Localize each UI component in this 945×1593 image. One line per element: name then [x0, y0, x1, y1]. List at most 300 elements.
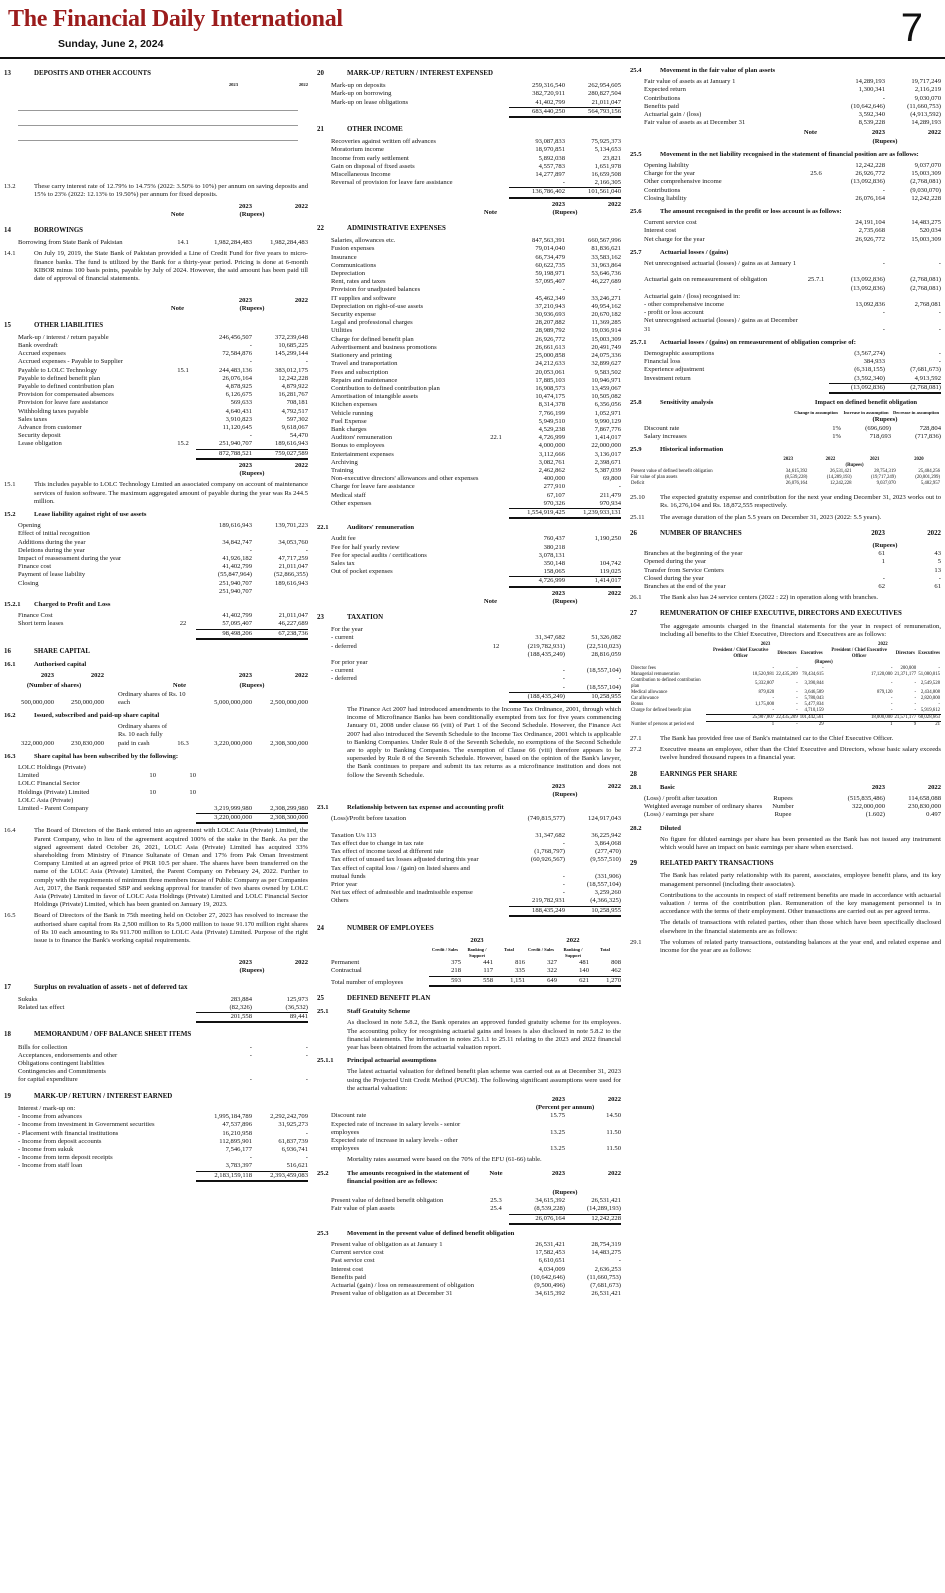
table-row: Bonus to employees 4,000,000 22,000,000	[331, 442, 621, 450]
column-1	[4, 62, 308, 1182]
table-row: Lease obligation 15.2 251,940,707 189,616,943	[18, 440, 308, 448]
sensitivity-headers: Change in assumption Increase in assumption Decrease in assumption	[794, 410, 940, 416]
table-row: - (18,557,104)	[562, 683, 621, 691]
total-row: 872,788,521 759,027,589	[4, 449, 308, 460]
sub-heading: 16.1 Authorised capital	[4, 660, 87, 668]
plan-assets-table	[630, 78, 941, 127]
table-row: Total number of employees 593 558 1,151 649 621 1,270	[331, 976, 621, 986]
table-row: Miscellaneous Income 14,277,897 16,659,508	[331, 171, 621, 179]
year-header: Note 2023 2022	[803, 129, 941, 137]
table-row: Experience adjustment (6,318,155) (7,681,673)	[644, 366, 941, 374]
table-row: Charge for defined benefit plan 26,926,772 15,003,309	[331, 335, 621, 343]
paragraph: 27.1 The Bank has provided free use of Bank's maintained car to the Chief Executive Officer.	[630, 734, 894, 742]
table-row: Contributions - (9,030,070)	[644, 186, 941, 194]
assumptions-table	[317, 1112, 621, 1153]
sub-heading: 15.2.1 Charged to Profit and Loss	[4, 600, 111, 608]
table-row: Stationery and printing 25,000,858 24,075,336	[331, 352, 621, 360]
table-row: Bills for collection - -	[18, 1043, 308, 1051]
sub-heading: 25.4 Movement in the fair value of plan assets	[630, 67, 776, 74]
table-row: Tax effect of income taxed at different rate (1,768,797) (277,470)	[331, 848, 621, 856]
table-row: Contingencies and Commitments	[18, 1068, 106, 1076]
table-row: Net tax effect of admissible and inadmissible expense - 3,259,260	[331, 889, 621, 897]
table-row: Archiving 3,082,761 2,398,671	[331, 458, 621, 466]
rupees-header: Note (Rupees)	[483, 597, 578, 605]
paragraph: The aggregate amounts charged in the financial statements for the year in respect of remuneration, including all benefits to the Chief Executive, Directors and Executives are as follows:	[660, 622, 941, 638]
table-row: Net charge for the year 26,926,772 15,003,309	[644, 235, 941, 243]
table-row: Mark-up on deposits 259,316,540 262,954,605	[331, 82, 621, 90]
total-row: 683,440,250 564,793,156	[317, 107, 621, 118]
table-row: - other comprehensive income 13,092,836 2,768,081	[644, 301, 941, 309]
table-row: For prior year	[331, 659, 368, 666]
section-heading: 29 RELATED PARTY TRANSACTIONS	[630, 860, 774, 868]
net-liability-table	[630, 162, 941, 203]
table-row: Training 2,462,862 5,387,039	[331, 466, 621, 474]
table-row: Expected return 1,300,341 2,116,219	[644, 86, 941, 94]
total-row: 136,786,402 101,561,040	[317, 187, 621, 198]
table-row: (188,435,249) 28,816,059	[527, 650, 621, 658]
table-row: - Placement with financial institutions 16,210,958 -	[18, 1129, 308, 1137]
table-row: Expected rate of increase in salary levels - senior employees 13.25 11.50	[331, 1120, 621, 1136]
paragraph: 16.5 Board of Directors of the Bank in 75th meeting held on October 27, 2023 has resolved to increase the authorised share capital from Rs 2,500 million to Rs 5,000 million to issue 91.170 million right shares of Rs 10 each amounting to Rs 911.700 million to LOLC Asia (Private) Limited. Purpose of the right issue is to finance the Bank's working capital requirements.	[4, 912, 308, 945]
paragraph: 26.1 The Bank also has 24 service centers (2022 : 22) in operation along with branches.	[630, 594, 879, 602]
employees-column-headers: Credit / Sales Banking / Support Total Credit / Sales Banking / Support Total	[431, 947, 611, 959]
paragraph: As disclosed in note 5.8.2, the Bank operates an approved funded gratuity scheme for its employees. The accounting policy for recognising actuarial gains and losses is also disclosed in note 5.8.2 to the financial statements. The information in notes 25.1.1 to 25.11 relating to the 2023 and 2022 financial year has been obtained from the actuarial valuation report.	[347, 1019, 621, 1051]
total-row: 2,183,159,118 2,393,459,083	[4, 1171, 308, 1182]
table-row: Advertisement and business promotions 26,661,613 20,491,749	[331, 343, 621, 351]
table-row: Salaries, allowances etc. 847,563,391 660,567,996	[331, 237, 621, 245]
year-header: 2023 2022	[238, 461, 308, 469]
total-row: 98,498,206 67,238,736	[4, 629, 308, 640]
table-row: Short term leases 22 57,095,407 46,227,689	[18, 620, 308, 628]
table-row: Fuel Expense 5,949,510 9,990,129	[331, 417, 621, 425]
total-row: 25,907,807 22,435,209 101,442,561 18,000,000 21,571,177 68,028,663	[630, 714, 941, 721]
table-row: Contractual 218 117 335 322 140 462	[331, 967, 621, 975]
paragraph: 13.2 These carry interest rate of 12.79% to 14.75% (2022: 3.50% to 10%) per annum on saving deposits and 15% to 23% (2022: 12.13% to 19.50%) per annum for fixed deposits.	[4, 183, 308, 199]
rupees-header: (Rupees)	[552, 791, 578, 799]
sub-heading: 25.1 Staff Gratuity Scheme	[317, 1008, 410, 1016]
section-heading: 19 MARK-UP / RETURN / INTEREST EARNED	[4, 1092, 173, 1100]
table-row: Opened during the year 1 5	[644, 558, 941, 566]
table-row: Charge for defined benefit plan - - 4,710,159 - - 5,919,612	[631, 707, 940, 714]
table-row: 251,940,707	[219, 587, 252, 595]
table-row: Additions during the year 34,842,747 34,053,760	[18, 538, 308, 546]
table-row: LOLC Financial Sector Holdings (Private) Limited 10 10	[18, 780, 196, 796]
table-row: Mark-up on borrowing 382,720,911 280,827,504	[331, 90, 621, 98]
table-row: Present value of defined benefit obligation 25.3 34,615,392 26,531,421	[331, 1197, 621, 1205]
table-row: Payable to defined contribution plan 4,878,925 4,879,922	[18, 383, 308, 391]
paragraph: 15.1 This includes payable to LOLC Technology Limited an associated company on account of maintenance services of fusion software. The maximum aggregated amount of payable during the year was Rs 244.5 million.	[4, 481, 308, 505]
table-row: Fees and subscription 20,053,061 9,583,502	[331, 368, 621, 376]
sub-heading: 25.7 Actuarial losses / (gains)	[630, 248, 729, 256]
borrowings-year-header: 2023 2022	[238, 202, 308, 210]
profit-loss-charge-table	[4, 612, 308, 628]
table-row: Branches at the beginning of the year 61 43	[644, 550, 941, 558]
total-row: 26,076,164 12,242,228	[317, 1214, 621, 1225]
table-row: Fair value of plan assets 25.4 (8,539,228) (14,289,193)	[331, 1205, 621, 1213]
remuneration-table: 2023 2022 President / Chief Executive Officer Directors Executives President / Chief Executive Officer Directors Executives (Rupees) Director fees - - - - 200,000 - Managerial remuneration 18,520,981 22,435,209 78,434,615 17,120,000 21,371,177 51,080,015 Contribution to defined contribution plan 5,332,807 - 3,390,844 - - 2,549,528 Medical allowance 879,020 - 3,646,589 879,120 - 2,434,808 Car allowance - - 5,780,043 - - 2,820,000 Bonus 1,175,000 - 5,477,834 - - - Charge for defined benefit plan - - 4,710,159 - - 5,919,612 25,907,807 22,435,209 101,442,561 18,000,000 21,571,177 68,028,663 Number of persons at period end 1 - 29 1 9 21	[631, 641, 940, 727]
table-row: Car allowance - - 5,780,043 - - 2,820,000	[631, 695, 940, 701]
table-row: Obligations contingent liabilities	[18, 1060, 105, 1068]
eps-table	[630, 795, 941, 820]
table-row: Communications 60,622,735 31,963,864	[331, 261, 621, 269]
table-row: Opening liability 12,242,228 9,037,070	[644, 162, 941, 170]
table-row: Investment return (3,592,340) 4,913,592	[644, 374, 941, 382]
table-row: Deletions during the year - -	[18, 546, 308, 554]
table-row: Auditors' remuneration 22.1 4,726,999 1,414,017	[331, 434, 621, 442]
table-row: Past service cost 6,610,651 -	[331, 1257, 621, 1265]
table-row: - Income from investment in Government securities 47,537,896 31,925,273	[18, 1121, 308, 1129]
table-row: Reversal of provision for leave fare assistance - 2,166,305	[331, 179, 621, 187]
table-row: Income from early settlement 5,892,038 23,821	[331, 154, 621, 162]
table-row: Interest cost 4,034,009 2,636,253	[331, 1265, 621, 1273]
table-row: Tax effect of capital loss / (gain) on listed shares and mutual funds - (331,906)	[331, 864, 621, 880]
table-row: LOLC Holdings (Private) Limited 10 10	[18, 763, 196, 780]
paragraph: 14.1 On July 19, 2019, the State Bank of Pakistan provided a Line of Credit Fund for five years to micro-finance banks. The fund is utilized by the Bank for a thirty-year period. Pricing is done at 6-month KIBOR minus 100 basis points, payable by July of 2024. However, the said amount has been paid till date of approval of financial statements.	[4, 250, 308, 283]
table-row: Fair value of plan assets (8,539,228) (14,289,193) (19,717,249) (20,001,299)	[631, 475, 940, 481]
table-row: Medical staff 67,107 211,479	[331, 491, 621, 499]
table-row: Vehicle running 7,766,199 1,052,971	[331, 409, 621, 417]
masthead	[0, 0, 945, 56]
table-row: Contributions - 9,030,070	[644, 94, 941, 102]
table-row: Others 219,782,931 (4,366,325)	[331, 897, 621, 905]
table-row: Demographic assumptions (3,567,274) -	[644, 350, 941, 358]
table-row: Bonus 1,175,000 - 5,477,834 - - -	[631, 701, 940, 707]
table-row: Closing liability 26,076,164 12,242,228	[644, 194, 941, 202]
auditors-remuneration-table	[317, 535, 621, 576]
table-row: - deferred - -	[331, 675, 621, 683]
table-row: Benefits paid (10,642,646) (11,660,753)	[331, 1273, 621, 1281]
table-row: Actuarial gain / (loss) recognised in:	[644, 292, 741, 300]
sub-heading: 22.1 Auditors' remuneration	[317, 524, 415, 532]
table-row: Provision for compensated absences 6,126,675 16,281,767	[18, 391, 308, 399]
year-header: 2023 2022	[551, 200, 621, 208]
lease-liability-table	[4, 522, 308, 588]
table-row: Payment of lease liability (55,847,964) (52,866,355)	[18, 571, 308, 579]
table-row: - current - (18,557,104)	[331, 667, 621, 675]
table-row: Rent, rates and taxes 57,095,407 46,227,689	[331, 278, 621, 286]
table-row: Moratorium income 18,970,851 5,134,653	[331, 146, 621, 154]
branches-table	[630, 550, 941, 591]
table-row: Fair value of assets as at December 31 8,539,228 14,289,193	[644, 119, 941, 127]
table-row: Audit fee 760,437 1,190,250	[331, 535, 621, 543]
rupees-header: Note (Rupees)	[170, 305, 265, 313]
table-row: Financial loss 384,933 -	[644, 358, 941, 366]
table-row: Repairs and maintenance 17,885,103 10,946,971	[331, 376, 621, 384]
sub-heading: 25.7.1 Actuarial losses / (gains) on remeasurement of obligation comprise of:	[630, 338, 856, 346]
table-row: Out of pocket expenses 158,065 119,025	[331, 568, 621, 576]
masthead-title: The Financial Daily International	[8, 6, 343, 32]
table-row: Security deposit - 54,470	[18, 432, 308, 440]
section-heading: 21 OTHER INCOME	[317, 126, 403, 134]
table-row: Acceptances, endorsements and other - -	[18, 1051, 308, 1059]
sensitivity-table	[630, 425, 941, 441]
actuarial-losses-table	[630, 260, 941, 334]
table-row: Fee for half yearly review 380,218	[331, 543, 565, 551]
table-row: (Loss) / profit after taxation Rupees (515,835,486) 114,658,088	[644, 794, 941, 802]
table-row: Provision for unadjusted balances - -	[331, 286, 621, 294]
table-row: - Income from advances 1,995,184,789 2,292,242,709	[18, 1113, 308, 1121]
table-row: Fusion expenses 79,014,040 81,836,621	[331, 245, 621, 253]
rupees-header: (Rupees)	[872, 541, 898, 549]
table-row: Kitchen expenses 8,314,378 6,356,056	[331, 401, 621, 409]
table-row: Bank charges 4,529,238 7,867,776	[331, 425, 621, 433]
total-row: 3,220,000,000 2,308,300,000	[4, 813, 308, 824]
sub-heading: 25.6 The amount recognised in the profit or loss account is as follows:	[630, 208, 842, 216]
paragraph: The latest actuarial valuation for defined benefit plan scheme was carried out as at December 31, 2023 using the Projected Unit Credit Method (PUCM). The following significant assumptions were used for the actuarial valuation:	[347, 1068, 621, 1092]
percent-header: (Percent per annum)	[535, 1104, 595, 1112]
table-row: Payable to defined benefit plan 26,076,164 12,242,228	[18, 374, 308, 382]
sub-heading: 25.1.1 Principal actuarial assumptions	[317, 1057, 437, 1065]
table-row: Salary increases 1% 718,693 (717,836)	[644, 432, 941, 440]
table-row: Present value of defined benefit obligation 34,615,392 26,531,421 28,754,319 25,484,256	[631, 469, 940, 475]
table-row: Contribution to defined contribution plan 16,908,573 13,459,067	[331, 384, 621, 392]
rupees-header: Note (Rupees)	[483, 208, 578, 216]
table-row: Utilities 28,989,792 19,036,914	[331, 327, 621, 335]
table-row: Branches at the end of the year 62 61	[644, 582, 941, 590]
page-number: 7	[900, 6, 923, 50]
table-row: Finance cost 41,402,799 21,011,047	[18, 563, 308, 571]
profit-loss-amount-table	[630, 219, 941, 244]
rupees-header: (Rupees)	[239, 967, 265, 975]
paragraph: No figure for diluted earnings per share has been presented as the Bank has not issued any instrument which would have an impact on basic earnings per share when exercised.	[660, 835, 941, 851]
deposits-table-faint	[4, 110, 308, 180]
table-row: Legal and professional charges 28,207,882 11,369,285	[331, 319, 621, 327]
table-row: Present value of obligation as at December 31 34,615,392 26,531,421	[331, 1290, 621, 1298]
table-row: Other comprehensive income (13,092,836) (2,768,081)	[644, 178, 941, 186]
table-row: Discount rate 15.75 14.50	[331, 1112, 621, 1120]
interest-earned-table	[4, 1105, 308, 1171]
sub-heading: 25.5 Movement in the net liability recognised in the statement of financial position are as follows:	[630, 150, 919, 158]
tax-reconciliation-table	[317, 815, 621, 905]
table-row: - Income from staff loan 3,783,397 516,621	[18, 1162, 308, 1170]
year-header: 2023 2022	[551, 782, 621, 790]
table-row: Interest cost 2,735,668 520,034	[644, 227, 941, 235]
table-row: Accrued expenses 72,584,876 145,299,144	[18, 350, 308, 358]
table-row: (13,092,836) (2,768,081)	[850, 284, 941, 292]
admin-expenses-table	[317, 237, 621, 508]
section-heading: 26 NUMBER OF BRANCHES 2023 2022	[630, 529, 941, 537]
rupees-header: (Rupees)	[552, 1188, 578, 1196]
table-row: Closing 251,940,707 189,616,943	[18, 579, 308, 587]
table-row: Gain on disposal of fixed assets 4,557,783 1,651,978	[331, 162, 621, 170]
rupees-header: (Rupees)	[872, 416, 898, 424]
paragraph: 25.11 The average duration of the plan 5.5 years on December 31, 2023 (2022: 5.5 years).	[630, 513, 882, 521]
section-heading: 22 ADMINISTRATIVE EXPENSES	[317, 225, 446, 233]
table-row: Payable to LOLC Technology 15.1 244,483,136 383,012,175	[18, 366, 308, 374]
obligation-movement-table	[317, 1241, 621, 1298]
paragraph: The details of transactions with related parties, other than those which have been specifically disclosed elsewhere in the financial statements are as follows:	[660, 919, 941, 935]
table-row: Closed during the year - -	[644, 574, 941, 582]
section-heading: 18 MEMORANDUM / OFF BALANCE SHEET ITEMS	[4, 1031, 192, 1039]
total-row: 1,554,919,425 1,239,933,131	[317, 508, 621, 519]
year-header: 2023 2022	[238, 959, 308, 967]
paragraph: 25.10 The expected gratuity expense and contribution for the next year ending December 31, 2023 works out to Rs. 16,276,104 and Rs. 18,872,555 respectively.	[630, 494, 941, 510]
table-row: Effect of initial recognition	[18, 530, 90, 538]
section-heading: 23 TAXATION	[317, 613, 384, 621]
table-row: Discount rate 1% (696,609) 728,804	[644, 424, 941, 432]
column-3	[630, 62, 941, 958]
total-row: 188,435,249 10,258,955	[317, 906, 621, 917]
table-row: Current service cost 17,582,453 14,483,275	[331, 1249, 621, 1257]
table-row: Mark-up on lease obligations 41,402,799 21,011,047	[331, 98, 621, 106]
liabilities-year-header: 2023 2022	[238, 297, 308, 305]
sub-heading: 15.2 Lease liability against right of use assets	[4, 510, 147, 518]
memorandum-table	[4, 1044, 308, 1085]
total-row: (188,435,249) 10,258,955	[317, 692, 621, 703]
masthead-rule	[0, 57, 945, 59]
table-row: Security expense 30,936,693 20,670,182	[331, 311, 621, 319]
table-row: Managerial remuneration 18,520,981 22,435,209 78,434,615 17,120,000 21,371,177 51,080,015	[631, 671, 940, 677]
table-row: Amortisation of intangible assets 10,474,175 10,505,082	[331, 393, 621, 401]
section-heading: 28 EARNINGS PER SHARE	[630, 770, 738, 778]
section-heading: 16 SHARE CAPITAL	[4, 647, 90, 655]
table-row: Impact of reassessment during the year 41,926,182 47,717,259	[18, 554, 308, 562]
total-row: 201,558 89,441	[4, 1012, 308, 1023]
historical-table: 2023 2022 2021 2020 (Rupees) Present value of defined benefit obligation 34,615,392 26,531,421 28,754,319 25,484,256 Fair value of plan assets (8,539,228) (14,289,193) (19,717,249) (20,001,299) Deficit 26,076,164 12,242,228 9,037,070 5,482,957	[631, 457, 940, 487]
table-row: Medical allowance 879,020 - 3,646,589 879,120 - 2,434,808	[631, 689, 940, 695]
section-heading: 13 DEPOSITS AND OTHER ACCOUNTS	[4, 70, 151, 77]
table-row: Depreciation 59,198,971 53,646,736	[331, 270, 621, 278]
table-row: Taxation U/s 113 31,347,682 36,225,942	[331, 831, 621, 839]
section-heading: 25 DEFINED BENEFIT PLAN	[317, 994, 431, 1002]
table-row: - Income from sukuk 7,546,177 6,936,741	[18, 1145, 308, 1153]
table-row: Current service cost 24,191,104 14,483,275	[644, 219, 941, 227]
table-row: - deferred 12 (219,782,931) (22,510,023)	[331, 642, 621, 650]
table-row: Director fees - - - - 200,000 -	[631, 665, 940, 671]
table-row: Expected rate of increase in salary levels - other employees 13.25 11.50	[331, 1136, 621, 1153]
table-row: Withholding taxes payable 4,640,431 4,792,517	[18, 407, 308, 415]
table-row: Non-executive directors' allowances and other expenses 400,000 69,800	[331, 475, 621, 483]
table-row: for capital expenditure - -	[18, 1076, 308, 1084]
table-row: Transfer from Service Centers 13	[644, 566, 941, 574]
table-row: Deficit 26,076,164 12,242,228 9,037,070 5,482,957	[631, 481, 940, 487]
sub-heading: 28.1 Basic 2023 2022	[630, 783, 941, 791]
table-row: Benefits paid (10,642,646) (11,660,753)	[644, 102, 941, 110]
table-row	[317, 824, 621, 832]
paragraph: 16.4 The Board of Directors of the Bank entered into an agreement with LOLC Asia (Private) Limited, the Parent Company, who in lieu of the agreement acquired 100% of the stake in the Bank. As per the signed agreement dated October 26, 2021, LOLC Asia (Private) Limited has acquired 33% shareholding from Ministry of Finance Sultanate of Oman and 17% from Pak Oman Investment Company Limited at an agreed price of PKR 10.5 per share. The shares have been transferred on the name of the LOLC Asia (Private) Limited, the Parent Company on February 24, 2022. Further to comply with the requirements of minimum three members incase of Public Company as per Companies Act, 2017, the Bank requested SBP and seeking approval for transfer of two shares owned by LOLC Asia (Private) Limited in favor of LOLC Asia Holdings (Private) Limited and LOLC Financial Sector Holdings (Private) Limited, which has been granted on January 19, 2023.	[4, 827, 308, 909]
table-row: Contribution to defined contribution plan 5,332,807 - 3,390,844 - - 2,549,528	[631, 677, 940, 689]
table-row: Sukuks 283,884 125,973	[18, 995, 308, 1003]
table-row: Accrued expenses - Payable to Supplier - -	[18, 358, 308, 366]
table-row: Number of persons at period end 1 - 29 1 9 21	[631, 721, 940, 727]
table-row: Sales taxes 3,910,823 597,302	[18, 415, 308, 423]
table-row: Entertainment expenses 3,112,666 3,136,017	[331, 450, 621, 458]
surplus-table	[4, 996, 308, 1012]
table-row: LOLC Asia (Private) Limited - Parent Company 3,219,999,980 2,308,299,980	[18, 796, 308, 812]
table-row: Net unrecognised actuarial (losses) / gains as at December 31 - -	[644, 317, 941, 333]
year-header: 2023 2022	[551, 589, 621, 597]
paragraph: Mortality rates assumed were based on the 70% of the EFU (61-66) table.	[347, 1156, 542, 1164]
sub-heading: 25.3 Movement in the present value of defined benefit obligation	[317, 1229, 515, 1237]
table-row: - Income from term deposit receipts - -	[18, 1154, 308, 1162]
table-row: Sales tax 350,148 104,742	[331, 559, 621, 567]
section-heading: 20 MARK-UP / RETURN / INTEREST EXPENSED	[317, 70, 493, 77]
employees-year-header: 2023 2022	[470, 937, 580, 945]
section-heading: 27 REMUNERATION OF CHIEF EXECUTIVE, DIRECTORS AND EXECUTIVES	[630, 610, 902, 618]
table-row: 322,000,000 230,830,000 Ordinary shares of Rs. 10 each fully paid in cash 16.3 3,220,000,000 2,308,300,000	[21, 723, 308, 747]
paragraph: 29.1 The volumes of related party transactions, outstanding balances at the year end, and related expense and income for the year are as follows:	[630, 938, 941, 955]
masthead-date: Sunday, June 2, 2024	[58, 38, 164, 50]
rupees-header: (Rupees)	[239, 470, 265, 478]
table-row: Fair value of assets as at January 1 14,289,193 19,717,249	[644, 78, 941, 86]
table-row: Charge for the year 25.6 26,926,772 15,003,309	[644, 170, 941, 178]
section-heading: 17 Surplus on revaluation of assets - net of deferred tax	[4, 983, 188, 991]
table-row: Recoveries against written off advances 93,087,833 75,925,373	[331, 138, 621, 146]
table-row: Mark-up / interest / return payable 246,456,507 372,239,648	[18, 333, 308, 341]
table-row: Charge for leave fare assistance 277,910 -	[331, 483, 621, 491]
table-row: IT supplies and software 45,462,349 33,246,271	[331, 294, 621, 302]
table-row: Tax effect due to change in tax rate - 3,864,068	[331, 840, 621, 848]
remeasurement-table	[630, 350, 941, 383]
taxation-table	[317, 626, 621, 692]
column-2	[317, 62, 621, 1298]
table-row: (Loss)/Profit before taxation (749,815,577) 124,917,043	[331, 815, 621, 823]
table-row: Present value of obligation as at January 1 26,531,421 28,754,319	[331, 1240, 621, 1248]
table-row: Net unrecognised actuarial (losses) / gains as at January 1 - -	[644, 260, 941, 268]
table-row: Actuarial (gain) / loss on remeasurement of obligation (9,500,496) (7,681,673)	[331, 1281, 621, 1289]
share-unit-header: (Number of shares) Note (Rupees)	[26, 682, 265, 690]
table-row: Interest / mark-up on:	[18, 1104, 76, 1112]
table-row: (Loss) / earnings per share Rupee (1.602) 0.497	[644, 811, 941, 819]
sub-heading: 16.3 Share capital has been subscribed by the following:	[4, 752, 179, 760]
other-liabilities-table	[4, 334, 308, 449]
paragraph: 27.2 Executive means an employee, other than the Chief Executive and Directors, whose basic salary exceeds twelve hundred thousand rupees in a financial year.	[630, 746, 941, 762]
section-heading: 14 BORROWINGS	[4, 227, 84, 235]
table-row: Actuarial gain on remeasurement of obligation 25.7.1 (13,092,836) (2,768,081)	[644, 276, 941, 284]
sub-heading: 25.2 The amounts recognised in the statement of financial position are as follows: Note 2023 2022	[317, 1169, 621, 1185]
table-row: Insurance 66,734,479 33,583,162	[331, 253, 621, 261]
total-row: (13,092,836) (2,768,081)	[630, 383, 941, 394]
other-income-table	[317, 138, 621, 187]
section-heading: 24 NUMBER OF EMPLOYEES	[317, 924, 434, 932]
table-row: Tax effect of unused tax losses adjusted during this year (60,926,567) (9,557,510)	[331, 856, 621, 864]
total-row: 4,726,999 1,414,017	[317, 576, 621, 587]
section-heading: 15 OTHER LIABILITIES	[4, 321, 104, 329]
table-row: Fee for special audits / certifications 3,078,131	[331, 551, 565, 559]
deposits-year-header: 2023 2022	[228, 82, 308, 88]
table-row: Advance from customer 11,120,645 9,618,067	[18, 424, 308, 432]
table-row: - Income from deposit accounts 112,895,901 61,837,739	[18, 1137, 308, 1145]
table-row: Borrowing from State Bank of Pakistan 14.1 1,982,284,483 1,982,284,483	[18, 239, 308, 247]
table-row: Permanent 375 441 816 327 481 808	[331, 959, 621, 967]
rupees-header: (Rupees)	[872, 137, 898, 145]
table-row: Weighted average number of ordinary shares Number 322,000,000 230,830,000	[644, 803, 941, 811]
sub-heading: 16.2 Issued, subscribed and paid-up share capital	[4, 711, 160, 719]
sub-heading: 23.1 Relationship between tax expense and accounting profit	[317, 804, 504, 812]
employees-table	[317, 959, 621, 987]
sub-heading: 25.9 Historical information	[630, 445, 724, 453]
table-row: Prior year - (18,557,104)	[331, 881, 621, 889]
table-row: Opening 189,616,943 139,701,223	[18, 522, 308, 530]
share-year-header: 2023 2022 2023 2022	[40, 672, 308, 680]
sub-heading: 25.8 Sensitivity analysis Impact on defined benefit obligation	[630, 399, 918, 407]
table-row: Finance Cost 41,402,799 21,011,047	[18, 612, 308, 620]
year-header: 2023 2022	[551, 1095, 621, 1103]
table-row: For the year	[331, 626, 363, 634]
table-row: 500,000,000 250,000,000 Ordinary shares of Rs. 10 each 5,000,000,000 2,500,000,000	[21, 690, 308, 706]
interest-expensed-table	[317, 82, 621, 107]
table-row: Bank overdraft - 10,685,225	[18, 342, 308, 350]
table-row: Travel and transportation 24,212,633 32,899,627	[331, 360, 621, 368]
table-row: Depreciation on right-of-use assets 37,210,943 49,954,162	[331, 302, 621, 310]
table-row	[630, 268, 941, 276]
paragraph: Contributions to the accounts in respect of staff retirement benefits are made in accordance with actuarial valuation / terms of the contribution plan. Remuneration of the key management personnel is in accordance with the terms of their employment. Other transactions are carried out as per agreed terms.	[660, 891, 941, 916]
paragraph: The Bank has related party relationship with its parent, associates, employee benefit plans, and its key management personnel (including their associates).	[660, 872, 941, 888]
table-row: Actuarial gain / (loss) 3,592,340 (4,913,592)	[644, 111, 941, 119]
table-row: - profit or loss account - -	[644, 309, 941, 317]
shareholders-table	[4, 764, 308, 813]
table-row: - current 31,347,682 51,326,082	[331, 634, 621, 642]
